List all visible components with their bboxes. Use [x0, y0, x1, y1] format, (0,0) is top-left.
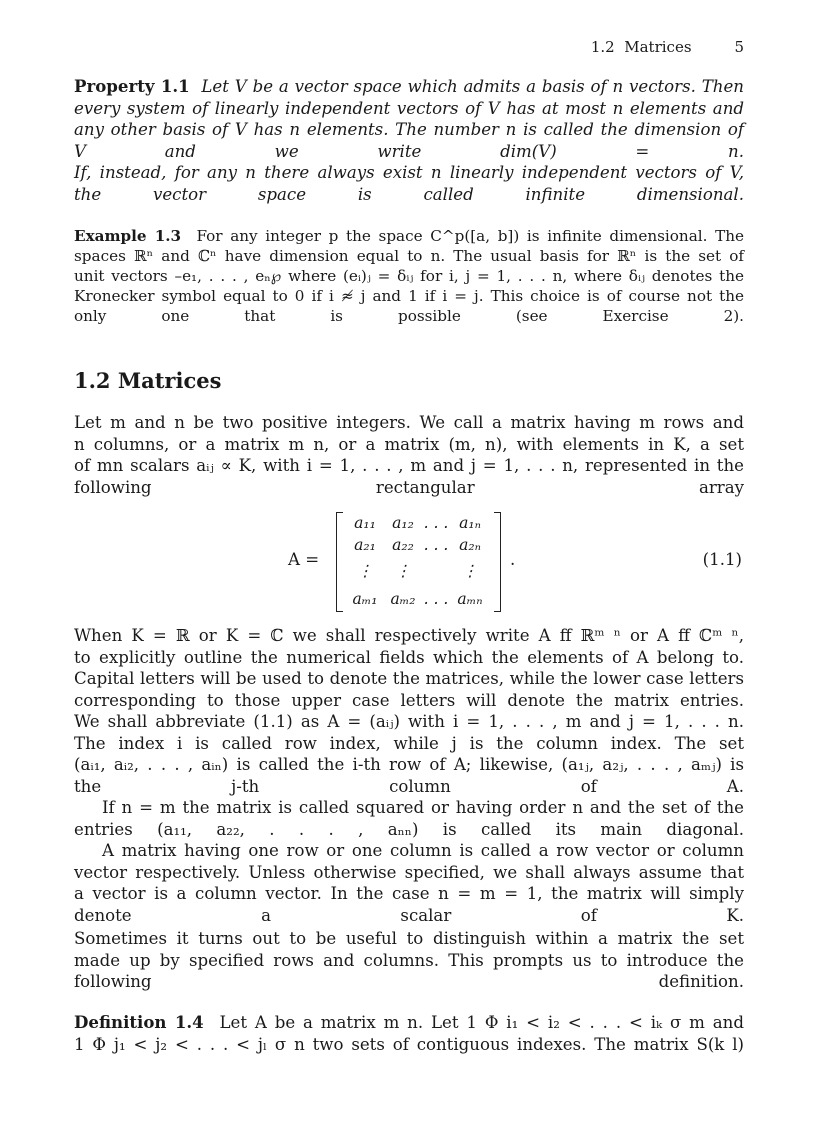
- right-bracket: [494, 512, 501, 612]
- page-number: 5: [734, 38, 744, 56]
- vector-line-2: vector respectively. Unless otherwise specified, we shall always assume that: [74, 862, 744, 882]
- abbrev-line-2: The index i is called row index, while j is the column index. The set: [74, 733, 744, 753]
- example-line-5: only one that is possible (see Exercise 2).: [74, 307, 744, 325]
- matrix-period: .: [510, 550, 516, 569]
- matrix-cell: aₘ₁: [352, 590, 378, 608]
- intro-line-3: of mn scalars aᵢⱼ ∝ K, with i = 1, . . . , m and j = 1, . . . n, represented in the: [74, 456, 744, 476]
- abbrev-line-1: We shall abbreviate (1.1) as A = (aᵢⱼ) with i = 1, . . . , m and j = 1, . . . n.: [74, 712, 744, 731]
- matrix-label: A =: [288, 550, 320, 569]
- square-line-1: If n = m the matrix is called squared or having order n and the set of the: [102, 798, 744, 817]
- matrix-cell: a₂₁: [354, 536, 376, 554]
- property-line-2: every system of linearly independent vectors of V has at most n elements and: [74, 98, 744, 118]
- paragraph-sometimes: [74, 928, 744, 993]
- definition-block: [74, 1012, 744, 1055]
- matrix-cell: a₁₂: [392, 514, 414, 532]
- matrix-row-2: [346, 536, 492, 554]
- paragraph-vector: [74, 840, 744, 926]
- property-line-5: If, instead, for any n there always exist n linearly independent vectors of V,: [74, 163, 744, 183]
- intro-line-2: n columns, or a matrix m n, or a matrix (m, n), with elements in K, a set: [74, 434, 744, 454]
- paragraph-squared: [74, 797, 744, 840]
- definition-label: Definition 1.4: [74, 1012, 204, 1032]
- sometimes-line-2: made up by specified rows and columns. This prompts us to introduce the: [74, 950, 744, 970]
- paragraph-abbreviate: [74, 711, 744, 797]
- paragraph-when: [74, 625, 744, 711]
- example-line-2: spaces ℝⁿ and ℂⁿ have dimension equal to n. The usual basis for ℝⁿ is the set of: [74, 247, 744, 265]
- definition-line-1: Let A be a matrix m n. Let 1 Φ i₁ < i₂ < . . . < iₖ σ m and: [219, 1013, 744, 1032]
- matrix-cell: ⋮: [357, 562, 373, 580]
- property-line-4: V and we write dim(V) = n.: [74, 141, 744, 161]
- matrix-row-4: [346, 590, 492, 608]
- running-head: [591, 38, 744, 56]
- matrix-cell: a₂ₙ: [459, 536, 481, 554]
- matrix-row-1: [346, 514, 492, 532]
- sometimes-line-3: following definition.: [74, 972, 744, 992]
- matrix-cell: a₁ₙ: [459, 514, 481, 532]
- matrix-cell: a₂₂: [392, 536, 414, 554]
- square-line-2: entries (a₁₁, a₂₂, . . . , aₙₙ) is called its main diagonal.: [74, 819, 744, 839]
- vector-line-1: A matrix having one row or one column is called a row vector or column: [102, 841, 744, 860]
- matrix-cell: aₘ₂: [390, 590, 416, 608]
- intro-paragraph: [74, 412, 744, 498]
- when-line-3: Capital letters will be used to denote the matrices, while the lower case letters: [74, 669, 744, 689]
- example-line-1: For any integer p the space C^p([a, b]) is infinite dimensional. The: [196, 227, 745, 245]
- running-head-section: 1.2 Matrices: [590, 38, 692, 56]
- when-line-4: corresponding to those upper case letters will denote the matrix entries.: [74, 690, 744, 710]
- example-line-4: Kronecker symbol equal to 0 if i ≉ j and 1 if i = j. This choice is of course not the: [74, 287, 744, 305]
- property-line-6: the vector space is called infinite dimensional.: [74, 184, 744, 204]
- matrix-cell: . . .: [423, 536, 449, 554]
- property-block: [74, 76, 744, 206]
- example-block: [74, 226, 744, 326]
- abbrev-line-3: (aᵢ₁, aᵢ₂, . . . , aᵢₙ) is called the i-th row of A; likewise, (a₁ⱼ, a₂ⱼ, . . . , aₘⱼ) is: [74, 755, 744, 775]
- intro-line-1: Let m and n be two positive integers. We call a matrix having m rows and: [74, 413, 744, 432]
- left-bracket: [336, 512, 343, 612]
- when-line-2: to explicitly outline the numerical fields which the elements of A belong to.: [74, 647, 744, 667]
- intro-line-4: following rectangular array: [74, 477, 744, 497]
- section-title: 1.2 Matrices: [74, 368, 222, 393]
- property-line-1: Let V be a vector space which admits a basis of n vectors. Then: [201, 77, 744, 96]
- definition-line-2: 1 Φ j₁ < j₂ < . . . < jₗ σ n two sets of contiguous indexes. The matrix S(k l): [74, 1034, 744, 1054]
- when-line-1: When K = ℝ or K = ℂ we shall respectively write A ﬀ ℝᵐ ⁿ or A ﬀ ℂᵐ ⁿ,: [74, 626, 744, 645]
- property-line-3: any other basis of V has n elements. The number n is called the dimension of: [74, 120, 744, 140]
- example-line-3: unit vectors –e₁, . . . , eₙ℘ where (eᵢ)ⱼ = δᵢⱼ for i, j = 1, . . . n, where δᵢⱼ denotes the: [74, 267, 744, 285]
- vector-line-3: a vector is a column vector. In the case n = m = 1, the matrix will simply: [74, 884, 744, 904]
- matrix-cell: ⋮: [395, 562, 411, 580]
- matrix-equation: [74, 510, 744, 612]
- property-label: Property 1.1: [74, 76, 190, 96]
- example-label: Example 1.3: [74, 227, 182, 245]
- matrix-cell: aₘₙ: [457, 590, 483, 608]
- matrix-cell: a₁₁: [354, 514, 376, 532]
- equation-number: (1.1): [702, 550, 742, 569]
- matrix-cell: . . .: [423, 590, 449, 608]
- vector-line-4: denote a scalar of K.: [74, 905, 744, 925]
- abbrev-line-4: the j-th column of A.: [74, 776, 744, 796]
- matrix-row-3: [346, 562, 492, 580]
- matrix-cell: ⋮: [462, 562, 478, 580]
- sometimes-line-1: Sometimes it turns out to be useful to distinguish within a matrix the set: [74, 929, 744, 948]
- matrix-cell: . . .: [423, 514, 449, 532]
